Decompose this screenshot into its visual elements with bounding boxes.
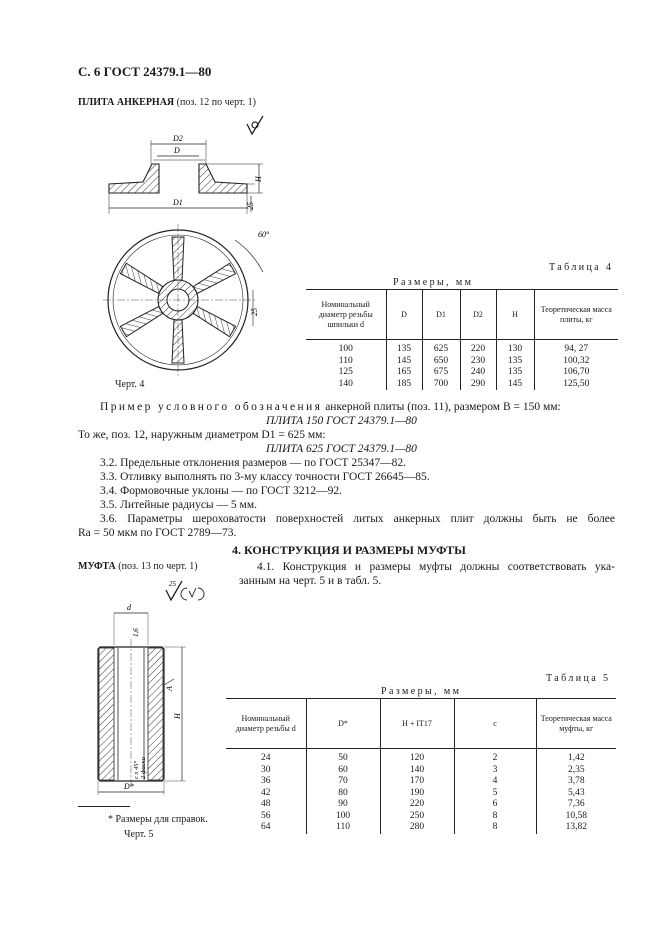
table4-header-row bbox=[306, 290, 618, 340]
section1-title-main: ПЛИТА АНКЕРНАЯ bbox=[78, 97, 175, 108]
section4-subtitle bbox=[78, 561, 198, 572]
table4-header: D1 bbox=[422, 290, 460, 340]
table-cell: 190 bbox=[380, 788, 454, 800]
dim-d-label: d bbox=[127, 603, 131, 612]
table-cell: 230 bbox=[460, 356, 496, 368]
table-cell: 675 bbox=[422, 367, 460, 379]
dim-dstar-label: D* bbox=[124, 782, 134, 791]
drawing5-caption: Черт. 5 bbox=[124, 829, 154, 840]
coupling-drawing bbox=[80, 575, 210, 807]
para-4-1-b: занным на черт. 5 и в табл. 5. bbox=[239, 575, 382, 587]
table-cell: 94, 27 bbox=[534, 340, 618, 356]
table-cell: 90 bbox=[306, 799, 380, 811]
table-cell: 5 bbox=[454, 788, 536, 800]
table-cell: 170 bbox=[380, 776, 454, 788]
page-header: С. 6 ГОСТ 24379.1—80 bbox=[78, 64, 212, 79]
table5-units: Размеры, мм bbox=[381, 686, 462, 697]
table-cell: 120 bbox=[380, 749, 454, 765]
table5-header: Теоретическая масса муфты, кг bbox=[536, 699, 616, 749]
thread-label: c x 45° bbox=[133, 760, 140, 779]
drawing4-caption: Черт. 4 bbox=[115, 379, 145, 390]
table-cell: 8 bbox=[454, 822, 536, 834]
table-cell: 24 bbox=[261, 753, 271, 763]
table-row bbox=[306, 356, 618, 368]
para-3-6-b: Ra = 50 мкм по ГОСТ 2789—73. bbox=[78, 527, 237, 539]
table-cell: 7,36 bbox=[536, 799, 616, 811]
table-cell: 70 bbox=[306, 776, 380, 788]
table-cell: 130 bbox=[496, 340, 534, 356]
table-cell: 60 bbox=[306, 765, 380, 777]
roughness-value: 25 bbox=[169, 580, 176, 588]
table-cell: 8 bbox=[454, 811, 536, 823]
table4-header: D2 bbox=[460, 290, 496, 340]
table-row bbox=[226, 811, 616, 823]
table-cell: 2,35 bbox=[536, 765, 616, 777]
table4-header: D bbox=[386, 290, 422, 340]
roughness-mark-icon bbox=[166, 580, 204, 600]
table-cell: 125,50 bbox=[534, 379, 618, 391]
table-cell: 135 bbox=[386, 340, 422, 356]
table4-header: H bbox=[496, 290, 534, 340]
table5-label: Таблица 5 bbox=[546, 673, 611, 684]
table-cell: 5,43 bbox=[536, 788, 616, 800]
dim-thickness-label: 25 bbox=[246, 202, 255, 210]
table-cell: 36 bbox=[261, 776, 271, 786]
section4-subtitle-main: МУФТА bbox=[78, 561, 116, 572]
dim-d-label: D bbox=[174, 146, 180, 155]
table-row bbox=[226, 799, 616, 811]
table-cell: 700 bbox=[422, 379, 460, 391]
faces-label: 2 фаски bbox=[140, 757, 147, 779]
para-3-3: 3.3. Отливку выполнять по 3-му классу точности ГОСТ 26645—85. bbox=[100, 471, 430, 483]
drawing5-footnote: * Размеры для справок. bbox=[108, 814, 208, 825]
table-cell: 2 bbox=[454, 749, 536, 765]
footnote-rule bbox=[78, 806, 130, 807]
example-line bbox=[100, 400, 561, 414]
dim-a-label: A bbox=[165, 686, 174, 691]
table5-header-row bbox=[226, 699, 616, 749]
table-cell: 240 bbox=[460, 367, 496, 379]
table5-header: D* bbox=[306, 699, 380, 749]
table-row bbox=[226, 822, 616, 834]
table-cell: 64 bbox=[261, 822, 271, 832]
designation-2: ПЛИТА 625 ГОСТ 24379.1—80 bbox=[266, 443, 417, 455]
dim-d2-label: D2 bbox=[173, 134, 183, 143]
table-cell: 50 bbox=[306, 749, 380, 765]
table-cell: 250 bbox=[380, 811, 454, 823]
table-cell: 30 bbox=[261, 764, 271, 775]
para-3-6-a: 3.6. Параметры шероховатости поверхностей литых анкерных плит должны быть не более bbox=[100, 513, 615, 525]
table-cell: 110 bbox=[306, 822, 380, 834]
section1-title bbox=[78, 97, 256, 108]
section4-heading: 4. КОНСТРУКЦИЯ И РАЗМЕРЫ МУФТЫ bbox=[232, 543, 466, 557]
table-row bbox=[306, 379, 618, 391]
table-cell: 100,32 bbox=[534, 356, 618, 368]
table-row bbox=[226, 788, 616, 800]
dim-rib-label: 25 bbox=[250, 308, 259, 316]
table-cell: 125 bbox=[338, 367, 353, 377]
table-cell: 13,82 bbox=[536, 822, 616, 834]
designation-1: ПЛИТА 150 ГОСТ 24379.1—80 bbox=[266, 415, 417, 427]
table4 bbox=[306, 289, 618, 390]
table-cell: 220 bbox=[460, 340, 496, 356]
table-cell: 110 bbox=[338, 355, 353, 366]
example-rest: анкерной плиты (поз. 11), размером B = 150 мм: bbox=[325, 401, 561, 413]
table-cell: 48 bbox=[261, 799, 271, 809]
table4-header: Теоретическая масса плиты, кг bbox=[534, 290, 618, 340]
table5 bbox=[226, 698, 616, 834]
table-cell: 4 bbox=[454, 776, 536, 788]
table-cell: 650 bbox=[422, 356, 460, 368]
table-row bbox=[306, 367, 618, 379]
table-cell: 100 bbox=[338, 344, 353, 354]
table-cell: 145 bbox=[496, 379, 534, 391]
same-line: То же, поз. 12, наружным диаметром D1 = 625 мм: bbox=[78, 429, 326, 441]
table5-header: c bbox=[454, 699, 536, 749]
table-cell: 135 bbox=[496, 356, 534, 368]
table4-header: Номинальный диаметр резьбы шпильки d bbox=[306, 290, 386, 340]
table-cell: 135 bbox=[496, 367, 534, 379]
dim-d1-label: D1 bbox=[173, 198, 183, 207]
para-4-1-a: 4.1. Конструкция и размеры муфты должны соответствовать ука- bbox=[257, 561, 615, 573]
dim-chamfer-label: 1,6 bbox=[132, 628, 140, 637]
table-cell: 56 bbox=[261, 810, 271, 821]
dim-h-label: H bbox=[254, 176, 263, 182]
table-cell: 6 bbox=[454, 799, 536, 811]
para-3-5: 3.5. Литейные радиусы — 5 мм. bbox=[100, 499, 257, 511]
table-row bbox=[226, 749, 616, 765]
table4-units: Размеры, мм bbox=[393, 277, 474, 288]
table-cell: 165 bbox=[386, 367, 422, 379]
table-cell: 42 bbox=[261, 787, 271, 798]
section1-title-ref: (поз. 12 по черт. 1) bbox=[176, 97, 256, 108]
table-cell: 220 bbox=[380, 799, 454, 811]
table-cell: 100 bbox=[306, 811, 380, 823]
anchor-plate-drawing bbox=[95, 112, 285, 392]
table-cell: 1,42 bbox=[536, 749, 616, 765]
table-cell: 106,70 bbox=[534, 367, 618, 379]
section4-subtitle-ref: (поз. 13 по черт. 1) bbox=[118, 561, 198, 572]
table-cell: 140 bbox=[380, 765, 454, 777]
table5-header: Номинальный диаметр резьбы d bbox=[226, 699, 306, 749]
para-3-4: 3.4. Формовочные уклоны — по ГОСТ 3212—92. bbox=[100, 485, 342, 497]
table-cell: 10,58 bbox=[536, 811, 616, 823]
table-row bbox=[226, 776, 616, 788]
table-cell: 3,78 bbox=[536, 776, 616, 788]
example-intro: Пример условного обозначения bbox=[100, 401, 323, 413]
table-cell: 280 bbox=[380, 822, 454, 834]
dim-angle-label: 60° bbox=[258, 230, 270, 239]
table4-label: Таблица 4 bbox=[549, 262, 614, 273]
table-cell: 290 bbox=[460, 379, 496, 391]
table-row bbox=[306, 340, 618, 356]
table-cell: 625 bbox=[422, 340, 460, 356]
table-cell: 3 bbox=[454, 765, 536, 777]
para-3-2: 3.2. Предельные отклонения размеров — по ГОСТ 25347—82. bbox=[100, 457, 406, 469]
table-row bbox=[226, 765, 616, 777]
table5-header: H + IT17 bbox=[380, 699, 454, 749]
dim-h-label: H bbox=[173, 713, 182, 719]
roughness-mark-icon bbox=[247, 116, 263, 134]
table-cell: 185 bbox=[386, 379, 422, 391]
table-cell: 145 bbox=[386, 356, 422, 368]
table-cell: 140 bbox=[338, 378, 353, 389]
table-cell: 80 bbox=[306, 788, 380, 800]
